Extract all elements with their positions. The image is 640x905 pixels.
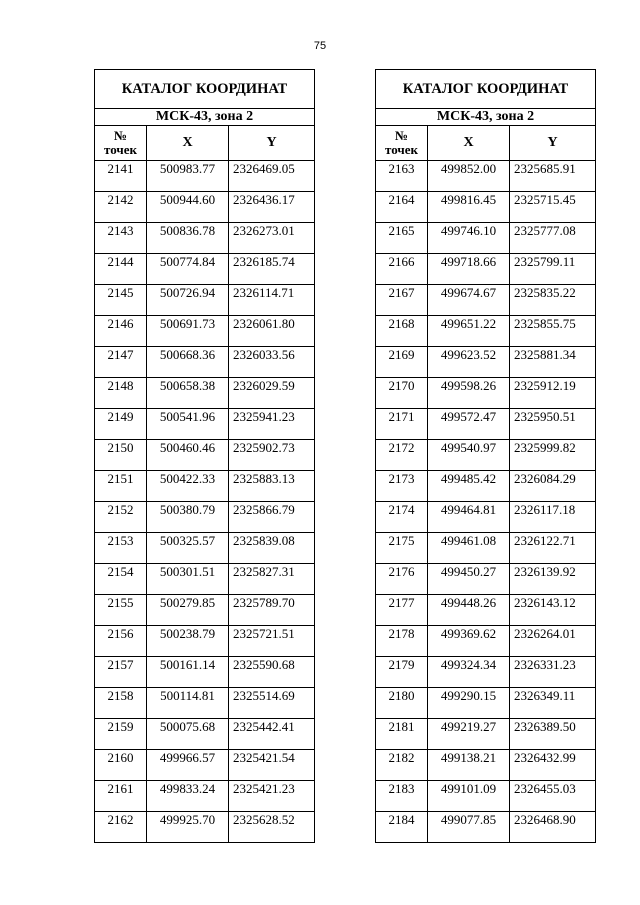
table-row [376,595,596,626]
point-number-cell: 2179 [376,657,428,688]
table-row [95,440,315,471]
point-number-cell: 2147 [95,347,147,378]
y-coordinate-cell: 2325835.22 [510,285,596,316]
x-coordinate-cell: 499651.22 [428,316,510,347]
y-coordinate-cell: 2326389.50 [510,719,596,750]
table-row [95,285,315,316]
x-coordinate-cell: 499450.27 [428,564,510,595]
x-coordinate-cell: 500325.57 [147,533,229,564]
table-row [376,254,596,285]
table-row [376,223,596,254]
x-coordinate-cell: 500301.51 [147,564,229,595]
y-coordinate-cell: 2326117.18 [510,502,596,533]
y-coordinate-cell: 2325421.54 [229,750,315,781]
x-coordinate-cell: 499816.45 [428,192,510,223]
y-coordinate-cell: 2325855.75 [510,316,596,347]
point-number-cell: 2173 [376,471,428,502]
y-coordinate-cell: 2325839.08 [229,533,315,564]
y-coordinate-cell: 2326349.11 [510,688,596,719]
column-header-point-number: № точек [376,126,428,161]
table-row [376,750,596,781]
point-number-cell: 2175 [376,533,428,564]
table-row [95,378,315,409]
x-coordinate-cell: 500658.38 [147,378,229,409]
y-coordinate-cell: 2325442.41 [229,719,315,750]
point-number-cell: 2166 [376,254,428,285]
x-coordinate-cell: 499485.42 [428,471,510,502]
y-coordinate-cell: 2326469.05 [229,161,315,192]
y-coordinate-cell: 2326029.59 [229,378,315,409]
point-number-cell: 2152 [95,502,147,533]
point-number-cell: 2159 [95,719,147,750]
point-number-cell: 2144 [95,254,147,285]
point-number-cell: 2176 [376,564,428,595]
x-coordinate-cell: 500691.73 [147,316,229,347]
table-row [376,688,596,719]
table-row [376,347,596,378]
point-number-cell: 2181 [376,719,428,750]
x-coordinate-cell: 499925.70 [147,812,229,843]
y-coordinate-cell: 2326468.90 [510,812,596,843]
point-number-cell: 2157 [95,657,147,688]
x-coordinate-cell: 499448.26 [428,595,510,626]
table-row [95,409,315,440]
x-coordinate-cell: 500075.68 [147,719,229,750]
y-coordinate-cell: 2326139.92 [510,564,596,595]
x-coordinate-cell: 499464.81 [428,502,510,533]
table-body [95,161,315,843]
y-coordinate-cell: 2325866.79 [229,502,315,533]
table-row [95,161,315,192]
coordinate-catalog-table-right [375,69,596,843]
point-number-cell: 2161 [95,781,147,812]
y-coordinate-cell: 2325590.68 [229,657,315,688]
y-coordinate-cell: 2326061.80 [229,316,315,347]
x-coordinate-cell: 499852.00 [428,161,510,192]
table-row [95,316,315,347]
y-coordinate-cell: 2325421.23 [229,781,315,812]
coordinate-catalog-table-left [94,69,315,843]
x-coordinate-cell: 499369.62 [428,626,510,657]
y-coordinate-cell: 2325715.45 [510,192,596,223]
x-coordinate-cell: 499674.67 [428,285,510,316]
y-coordinate-cell: 2325799.11 [510,254,596,285]
table-row [376,285,596,316]
table-row [95,564,315,595]
page-number: 75 [313,40,327,52]
x-coordinate-cell: 499461.08 [428,533,510,564]
table-row [376,564,596,595]
column-header-point-number: № точек [95,126,147,161]
y-coordinate-cell: 2326432.99 [510,750,596,781]
y-coordinate-cell: 2326185.74 [229,254,315,285]
x-coordinate-cell: 500541.96 [147,409,229,440]
table-row [95,812,315,843]
point-number-cell: 2163 [376,161,428,192]
y-coordinate-cell: 2326264.01 [510,626,596,657]
table-row [95,781,315,812]
column-header-y: Y [229,126,315,161]
table-row [376,719,596,750]
table-body [376,161,596,843]
catalog-title: КАТАЛОГ КООРДИНАТ [376,70,596,109]
point-number-cell: 2151 [95,471,147,502]
y-coordinate-cell: 2325777.08 [510,223,596,254]
x-coordinate-cell: 500161.14 [147,657,229,688]
y-coordinate-cell: 2326273.01 [229,223,315,254]
table-row [376,161,596,192]
y-coordinate-cell: 2326122.71 [510,533,596,564]
point-number-cell: 2172 [376,440,428,471]
point-number-cell: 2168 [376,316,428,347]
point-number-cell: 2142 [95,192,147,223]
y-coordinate-cell: 2326143.12 [510,595,596,626]
table-row [376,657,596,688]
y-coordinate-cell: 2326455.03 [510,781,596,812]
point-number-cell: 2183 [376,781,428,812]
point-number-cell: 2148 [95,378,147,409]
point-number-cell: 2150 [95,440,147,471]
x-coordinate-cell: 500944.60 [147,192,229,223]
table-row [376,502,596,533]
x-coordinate-cell: 499290.15 [428,688,510,719]
table-row [376,409,596,440]
point-number-cell: 2158 [95,688,147,719]
table-row [95,719,315,750]
point-number-cell: 2155 [95,595,147,626]
table-row [95,533,315,564]
y-coordinate-cell: 2325999.82 [510,440,596,471]
x-coordinate-cell: 499598.26 [428,378,510,409]
table-row [95,750,315,781]
point-number-cell: 2171 [376,409,428,440]
x-coordinate-cell: 499718.66 [428,254,510,285]
y-coordinate-cell: 2325902.73 [229,440,315,471]
point-number-cell: 2154 [95,564,147,595]
point-number-cell: 2177 [376,595,428,626]
x-coordinate-cell: 499540.97 [428,440,510,471]
x-coordinate-cell: 499324.34 [428,657,510,688]
y-coordinate-cell: 2325685.91 [510,161,596,192]
x-coordinate-cell: 499572.47 [428,409,510,440]
point-number-cell: 2146 [95,316,147,347]
table-row [95,502,315,533]
point-number-cell: 2153 [95,533,147,564]
table-row [376,812,596,843]
point-number-cell: 2162 [95,812,147,843]
table-row [95,223,315,254]
coordinate-system-label: МСК-43, зона 2 [376,109,596,126]
x-coordinate-cell: 500114.81 [147,688,229,719]
column-header-y: Y [510,126,596,161]
y-coordinate-cell: 2325514.69 [229,688,315,719]
point-number-cell: 2184 [376,812,428,843]
y-coordinate-cell: 2325912.19 [510,378,596,409]
table-row [95,254,315,285]
x-coordinate-cell: 500380.79 [147,502,229,533]
table-row [376,440,596,471]
point-number-cell: 2141 [95,161,147,192]
table-row [376,626,596,657]
table-row [95,626,315,657]
point-number-cell: 2170 [376,378,428,409]
y-coordinate-cell: 2326436.17 [229,192,315,223]
x-coordinate-cell: 499833.24 [147,781,229,812]
y-coordinate-cell: 2325789.70 [229,595,315,626]
table-row [95,471,315,502]
table-row [376,471,596,502]
point-number-cell: 2143 [95,223,147,254]
point-number-cell: 2174 [376,502,428,533]
point-number-cell: 2180 [376,688,428,719]
column-header-x: X [147,126,229,161]
x-coordinate-cell: 499077.85 [428,812,510,843]
x-coordinate-cell: 500422.33 [147,471,229,502]
point-number-cell: 2165 [376,223,428,254]
x-coordinate-cell: 500726.94 [147,285,229,316]
y-coordinate-cell: 2325881.34 [510,347,596,378]
x-coordinate-cell: 499219.27 [428,719,510,750]
x-coordinate-cell: 500238.79 [147,626,229,657]
y-coordinate-cell: 2325883.13 [229,471,315,502]
y-coordinate-cell: 2325950.51 [510,409,596,440]
table-row [95,688,315,719]
x-coordinate-cell: 499101.09 [428,781,510,812]
point-number-cell: 2164 [376,192,428,223]
column-header-x: X [428,126,510,161]
x-coordinate-cell: 500836.78 [147,223,229,254]
x-coordinate-cell: 500983.77 [147,161,229,192]
x-coordinate-cell: 499966.57 [147,750,229,781]
table-row [376,378,596,409]
point-number-cell: 2169 [376,347,428,378]
point-number-cell: 2149 [95,409,147,440]
x-coordinate-cell: 500668.36 [147,347,229,378]
x-coordinate-cell: 500774.84 [147,254,229,285]
point-number-cell: 2145 [95,285,147,316]
x-coordinate-cell: 499623.52 [428,347,510,378]
table-row [376,192,596,223]
y-coordinate-cell: 2326033.56 [229,347,315,378]
y-coordinate-cell: 2325827.31 [229,564,315,595]
y-coordinate-cell: 2325628.52 [229,812,315,843]
point-number-cell: 2182 [376,750,428,781]
coordinate-system-label: МСК-43, зона 2 [95,109,315,126]
x-coordinate-cell: 500279.85 [147,595,229,626]
x-coordinate-cell: 499746.10 [428,223,510,254]
table-row [95,595,315,626]
point-number-cell: 2178 [376,626,428,657]
table-row [95,192,315,223]
table-row [376,316,596,347]
catalog-title: КАТАЛОГ КООРДИНАТ [95,70,315,109]
table-row [95,347,315,378]
table-row [376,533,596,564]
point-number-cell: 2156 [95,626,147,657]
table-row [376,781,596,812]
point-number-cell: 2167 [376,285,428,316]
y-coordinate-cell: 2325941.23 [229,409,315,440]
point-number-cell: 2160 [95,750,147,781]
x-coordinate-cell: 499138.21 [428,750,510,781]
y-coordinate-cell: 2326331.23 [510,657,596,688]
y-coordinate-cell: 2325721.51 [229,626,315,657]
table-row [95,657,315,688]
y-coordinate-cell: 2326084.29 [510,471,596,502]
x-coordinate-cell: 500460.46 [147,440,229,471]
y-coordinate-cell: 2326114.71 [229,285,315,316]
